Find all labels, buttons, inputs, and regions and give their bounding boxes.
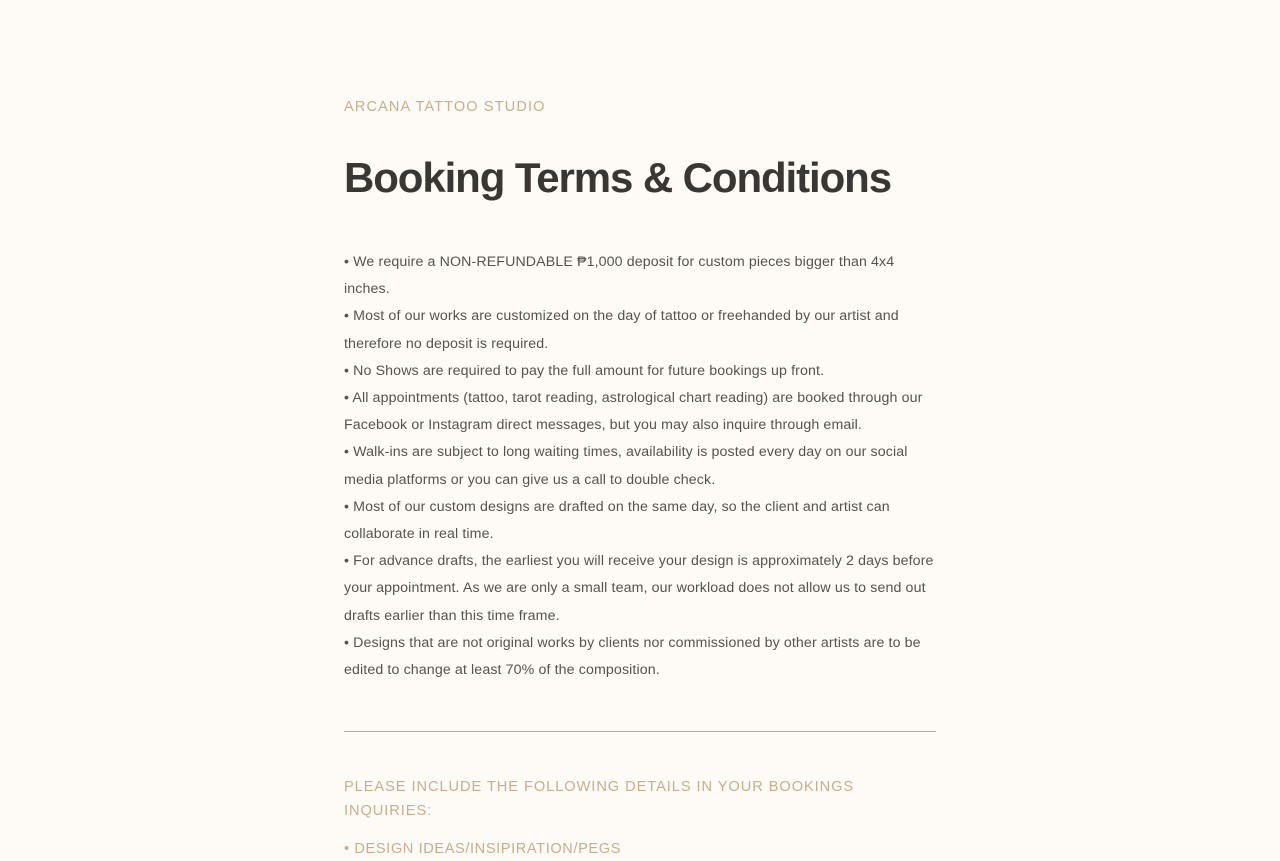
notice-heading: PLEASE INCLUDE THE FOLLOWING DETAILS IN YOUR BOOKINGS INQUIRIES: <box>344 779 855 820</box>
term-item: • Walk-ins are subject to long waiting times, availability is posted every day on our social media platforms or you can give us a call to double check. <box>344 444 908 488</box>
terms-list <box>344 202 937 684</box>
document-content-column <box>344 0 937 861</box>
term-item: • Most of our custom designs are drafted on the same day, so the client and artist can collaborate in real time. <box>344 498 890 543</box>
studio-name-eyebrow: ARCANA TATTOO STUDIO <box>344 99 546 115</box>
bookings-inquiry-notice <box>344 732 937 861</box>
term-item: • All appointments (tattoo, tarot reading, astrological chart reading) are booked through our Facebook or Instagram direct messages, but you may also inquire through email. <box>344 390 923 434</box>
term-item: • For advance drafts, the earliest you will receive your design is approximately 2 days before your appointment. As we are only a small team, our workload does not allow us to send out drafts earlier than this time frame. <box>344 553 934 624</box>
notice-item: • DESIGN IDEAS/INSIPIRATION/PEGS <box>344 841 622 858</box>
term-item: • Most of our works are customized on the day of tattoo or freehanded by our artist and therefore no deposit is required. <box>344 308 899 352</box>
term-item: • Designs that are not original works by clients nor commissioned by other artists are to be edited to change at least 70% of the composition. <box>344 634 921 679</box>
page-title: Booking Terms & Conditions <box>344 154 891 201</box>
term-item: • We require a NON-REFUNDABLE ₱1,000 deposit for custom pieces bigger than 4x4 inches. <box>344 254 895 298</box>
term-item: • No Shows are required to pay the full amount for future bookings up front. <box>344 362 825 379</box>
